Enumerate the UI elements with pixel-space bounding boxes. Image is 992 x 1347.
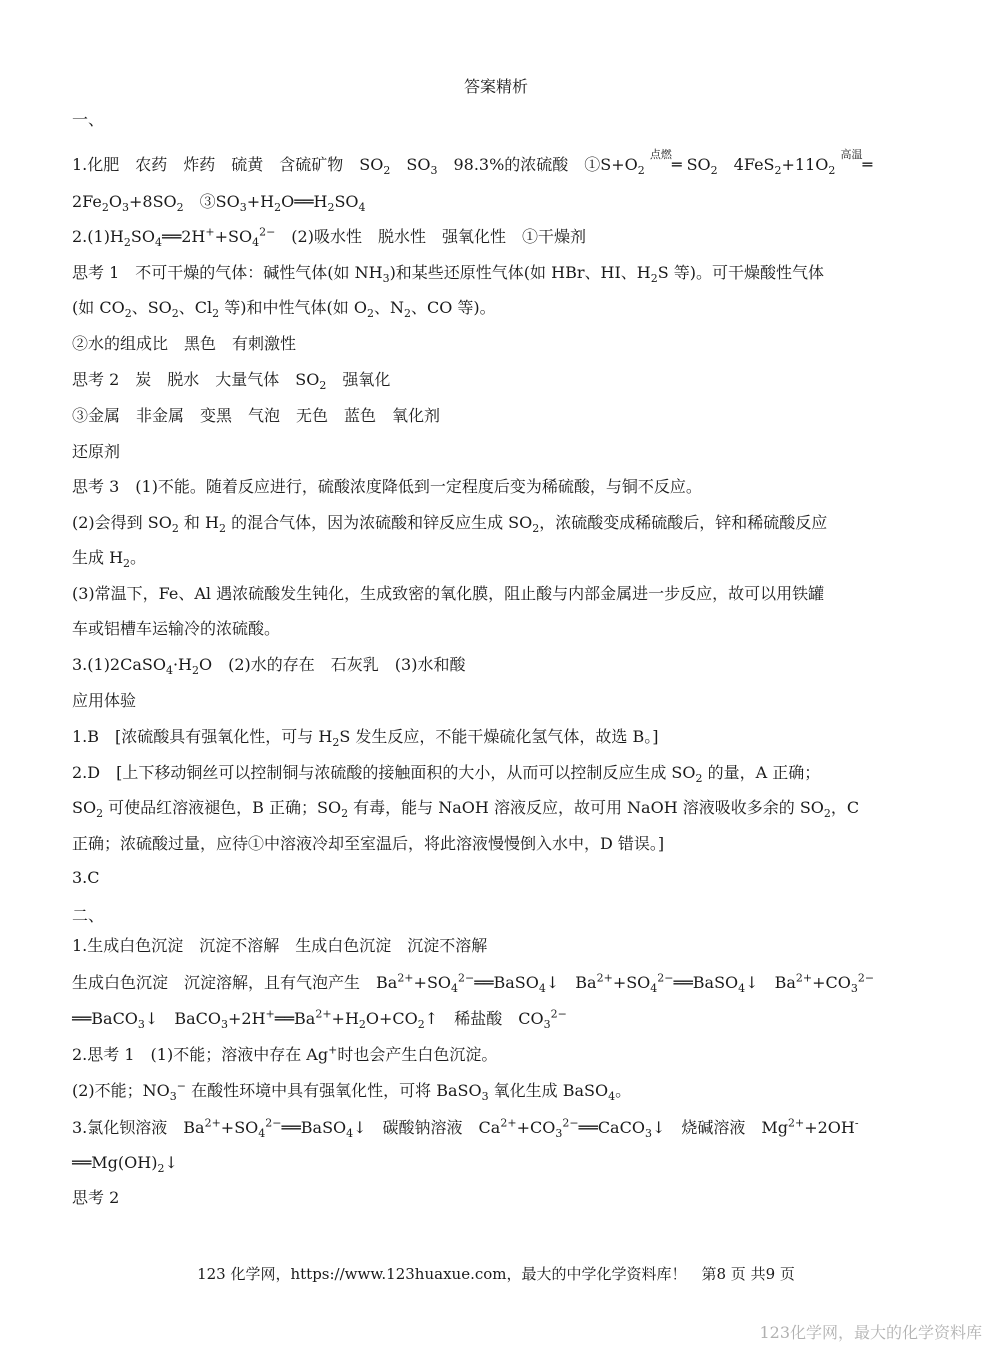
answer-line: 思考 1 不可干燥的气体：碱性气体(如 $NH_3$)和某些还原性气体(如 HBr、HI、$H_2S$ 等)。可干燥酸性气体 (72, 263, 825, 286)
answer-line: 车或铝槽车运输冷的浓硫酸。 (72, 619, 281, 638)
answer-line: (2)不能；$NO_3^-$ 在酸性环境中具有强氧化性，可将 BaSO$_3$ 氧化生成 BaSO$_4$。 (72, 1079, 632, 1104)
answer-line: 1.化肥 农药 炸药 硫黄 含硫矿物 $SO_2$ $SO_3$ 98.3%的浓硫酸 $①S+O_2$ $^{点燃}$═ $SO_2$ $4FeS_2+11O_2$ $^{高温}$═ (72, 148, 873, 178)
answer-line: 应用体验 (72, 691, 137, 710)
answer-line: 还原剂 (72, 442, 121, 461)
answer-line: 1.B [浓硫酸具有强氧化性，可与 $H_2S$ 发生反应，不能干燥硫化氢气体，故选 B。] (72, 727, 659, 750)
answer-line: 3.C (72, 868, 100, 887)
answer-line: 二、 (72, 906, 105, 925)
page-footer: 123 化学网，https://www.123huaxue.com，最大的中学化学资料库！ 第8 页 共9 页 (197, 1265, 795, 1283)
answer-line: 2.D [上下移动铜丝可以控制铜与浓硫酸的接触面积的大小，从而可以控制反应生成 $SO_2$ 的量，A 正确； (72, 763, 821, 786)
answer-line: (3)常温下，Fe、Al 遇浓硫酸发生钝化，生成致密的氧化膜，阻止酸与内部金属进一步反应，故可以用铁罐 (72, 584, 825, 603)
answer-line: (如 $CO_2$、$SO_2$、$Cl_2$ 等)和中性气体(如 $O_2$、$N_2$、CO 等)。 (72, 298, 496, 321)
answer-line: $2.(1)H_2SO_4══2H^++SO_4^{2-}$ (2)吸水性 脱水性 强氧化性 ①干燥剂 (72, 225, 586, 250)
answer-line: $3.(1)2CaSO_4\cdot H_2O$ (2)水的存在 石灰乳 (3)水和酸 (72, 655, 466, 678)
answer-line: 2.思考 1 (1)不能；溶液中存在 Ag+时也会产生白色沉淀。 (72, 1043, 498, 1064)
answer-line: 正确；浓硫酸过量，应待①中溶液冷却至室温后，将此溶液慢慢倒入水中，D 错误。] (72, 834, 665, 853)
answer-line: 思考 2 (72, 1188, 120, 1207)
answer-line: 3.氯化钡溶液 $Ba^{2+}+SO_4^{2-}══BaSO_4↓$ 碳酸钠溶液 $Ca^{2+}+CO_3^{2-}══CaCO_3↓$ 烧碱溶液 $Mg^{2+}+2OH^-$ (72, 1116, 859, 1141)
page-title: 答案精析 (463, 77, 528, 96)
answer-line: 思考 2 炭 脱水 大量气体 $SO_2$ 强氧化 (72, 370, 391, 393)
watermark: 123化学网，最大的化学资料库 (759, 1323, 982, 1342)
answer-line: $══Mg(OH)_2↓$ (72, 1153, 178, 1176)
answer-line: $SO_2$ 可使品红溶液褪色，B 正确；$SO_2$ 有毒，能与 NaOH 溶液反应，故可用 NaOH 溶液吸收多余的 $SO_2$，C (72, 798, 860, 821)
answer-line: ②水的组成比 黑色 有刺激性 (72, 334, 297, 353)
answer-line: 生成 $H_2$。 (72, 548, 147, 571)
answer-line: 思考 3 (1)不能。随着反应进行，硫酸浓度降低到一定程度后变为稀硫酸，与铜不反应。 (72, 477, 702, 496)
answer-line: ③金属 非金属 变黑 气泡 无色 蓝色 氧化剂 (72, 406, 441, 425)
answer-line: 生成白色沉淀 沉淀溶解，且有气泡产生 $Ba^{2+}+SO_4^{2-}══BaSO_4↓$ $Ba^{2+}+SO_4^{2-}══BaSO_4↓$ $Ba^{2+}+CO_3^{2-}$ (72, 971, 875, 996)
answer-line: $2Fe_2O_3+8SO_2$ $③SO_3+H_2O══H_2SO_4$ (72, 192, 366, 215)
answer-line: 一、 (72, 110, 105, 129)
answer-line: ══BaCO$_3$↓ $BaCO_3+2H^+══Ba^{2+}+H_2O+CO_2↑$ 稀盐酸 $CO_3^{2-}$ (72, 1007, 567, 1032)
answer-line: (2)会得到 $SO_2$ 和 $H_2$ 的混合气体，因为浓硫酸和锌反应生成 $SO_2$，浓硫酸变成稀硫酸后，锌和稀硫酸反应 (72, 513, 828, 536)
answer-line: 1.生成白色沉淀 沉淀不溶解 生成白色沉淀 沉淀不溶解 (72, 936, 488, 955)
